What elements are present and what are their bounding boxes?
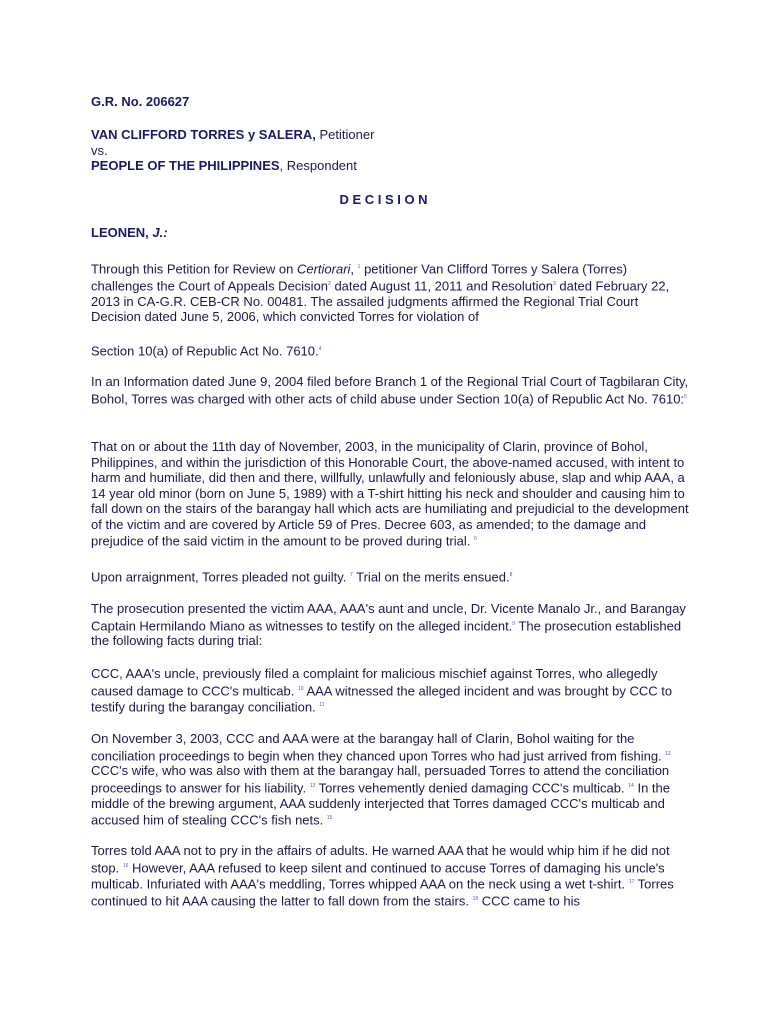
footnote-link[interactable]: 11 [319,702,325,709]
footnote-link[interactable]: 6 [474,536,477,542]
ponente-title: J.: [152,225,168,240]
footnote-link[interactable]: 7 [349,572,353,578]
paragraph-1: Through this Petition for Review on Certiorari, $^1$ petitioner Van Clifford Torres y Salera (Torres) challenges the Court of Appeals Decision$^2$ dated August 11, 2011 and Resolution$^3$ dated February 22, 2013 in CA-G.R. CEB-CR No. 00481. The assailed judgments affirmed the Regional Trial Court Decision dated June 5, 2006, which convicted Torres for violation of [91,261,670,325]
footnote-link[interactable]: 10 [297,685,304,692]
paragraph-4: That on or about the 11th day of November, 2003, in the municipality of Clarin, province of Bohol, Philippines, and within the jurisdiction of this Honorable Court, the above-named accused, with intent to harm and humiliate, did then and there, willfully, unlawfully and feloniously abuse, slap and whip AAA, a 14 year old minor (born on June 5, 1989) with a T-shirt hitting his neck and shoulder and causing him to fall down on the stairs of the barangay hall which acts are humiliating and prejudicial to the development of the victim and are covered by Article 59 of Pres. Decree 603, as amended; to the damage and prejudice of the said victim in the amount to be proved during trial. $^6$ [91,439,689,549]
paragraph-2: Section 10(a) of Republic Act No. 7610.$^4$ [91,343,322,359]
ponente-name: LEONEN, [91,225,149,240]
footnote-link[interactable]: 17 [628,879,635,886]
footnote-link[interactable]: 4 [318,346,322,352]
respondent-label: , Respondent [279,158,357,173]
versus-line: vs. [91,143,108,158]
footnote-link[interactable]: 14 [628,782,634,789]
footnote-link[interactable]: 16 [122,862,129,869]
petitioner-line [91,127,691,143]
paragraph-6: The prosecution presented the victim AAA, AAA's aunt and uncle, Dr. Vicente Manalo Jr., and Barangay Captain Hermilando Miano as witnesses to testify on the alleged incident.$^9$ The prosecution established the following facts during trial: [91,601,686,649]
paragraph-7: CCC, AAA's uncle, previously filed a complaint for malicious mischief against Torres, who allegedly caused damage to CCC's multicab. $^{10}$ AAA witnessed the alleged incident and was brought by CCC to testify during the barangay conciliation. $^{11}$ [91,666,673,715]
petitioner-label: Petitioner [319,127,375,142]
respondent-line [91,158,691,174]
footnote-link[interactable]: 5 [684,393,687,400]
footnote-link[interactable]: 8 [509,572,513,578]
footnote-link[interactable]: 18 [472,896,479,903]
ponente-line [91,225,691,241]
paragraph-8: On November 3, 2003, CCC and AAA were at the barangay hall of Clarin, Bohol waiting for the conciliation proceedings to begin when they chanced upon Torres who had just arrived from fishing. $^{12}$ CCC's wife, who was also with them at the barangay hall, persuaded Torres to attend the conciliation proceedings to answer for his liability. $^{13}$ Torres vehemently denied damaging CCC's multicab. $^{14}$ In the middle of the brewing argument, AAA suddenly interjected that Torres damaged CCC's multicab and accused him of stealing CCC's fish nets. $^{15}$ [91,731,671,828]
paragraph-5: Upon arraignment, Torres pleaded not guilty. $^7$ Trial on the merits ensued.$^8$ [91,569,513,585]
footnote-link[interactable]: 15 [326,815,333,822]
respondent-name: PEOPLE OF THE PHILIPPINES [91,158,280,173]
footnote-link[interactable]: 2 [328,280,331,287]
footnote-link[interactable]: 12 [665,750,671,757]
paragraph-9: Torres told AAA not to pry in the affairs of adults. He warned AAA that he would whip him if he did not stop. $^{16}$ However, AAA refused to keep silent and continued to accuse Torres of damaging his uncle's multicab. Infuriated with AAA's meddling, Torres whipped AAA on the neck using a wet t-shirt. $^{17}$ Torres continued to hit AAA causing the latter to fall down from the stairs. $^{18}$ CCC came to his [91,843,674,909]
footnote-link[interactable]: 1 [357,264,361,270]
footnote-link[interactable]: 9 [512,620,516,627]
paragraph-3: In an Information dated June 9, 2004 filed before Branch 1 of the Regional Trial Court of Tagbilaran City, Bohol, Torres was charged with other acts of child abuse under Section 10(a) of Republic Act No. 7610:$^5$ [91,374,689,406]
footnote-link[interactable]: 13 [309,782,316,789]
decision-heading: D E C I S I O N [339,192,428,207]
case-number: G.R. No. 206627 [91,94,190,109]
footnote-link[interactable]: 3 [552,280,556,287]
petitioner-name: VAN CLIFFORD TORRES y SALERA, [91,127,316,142]
